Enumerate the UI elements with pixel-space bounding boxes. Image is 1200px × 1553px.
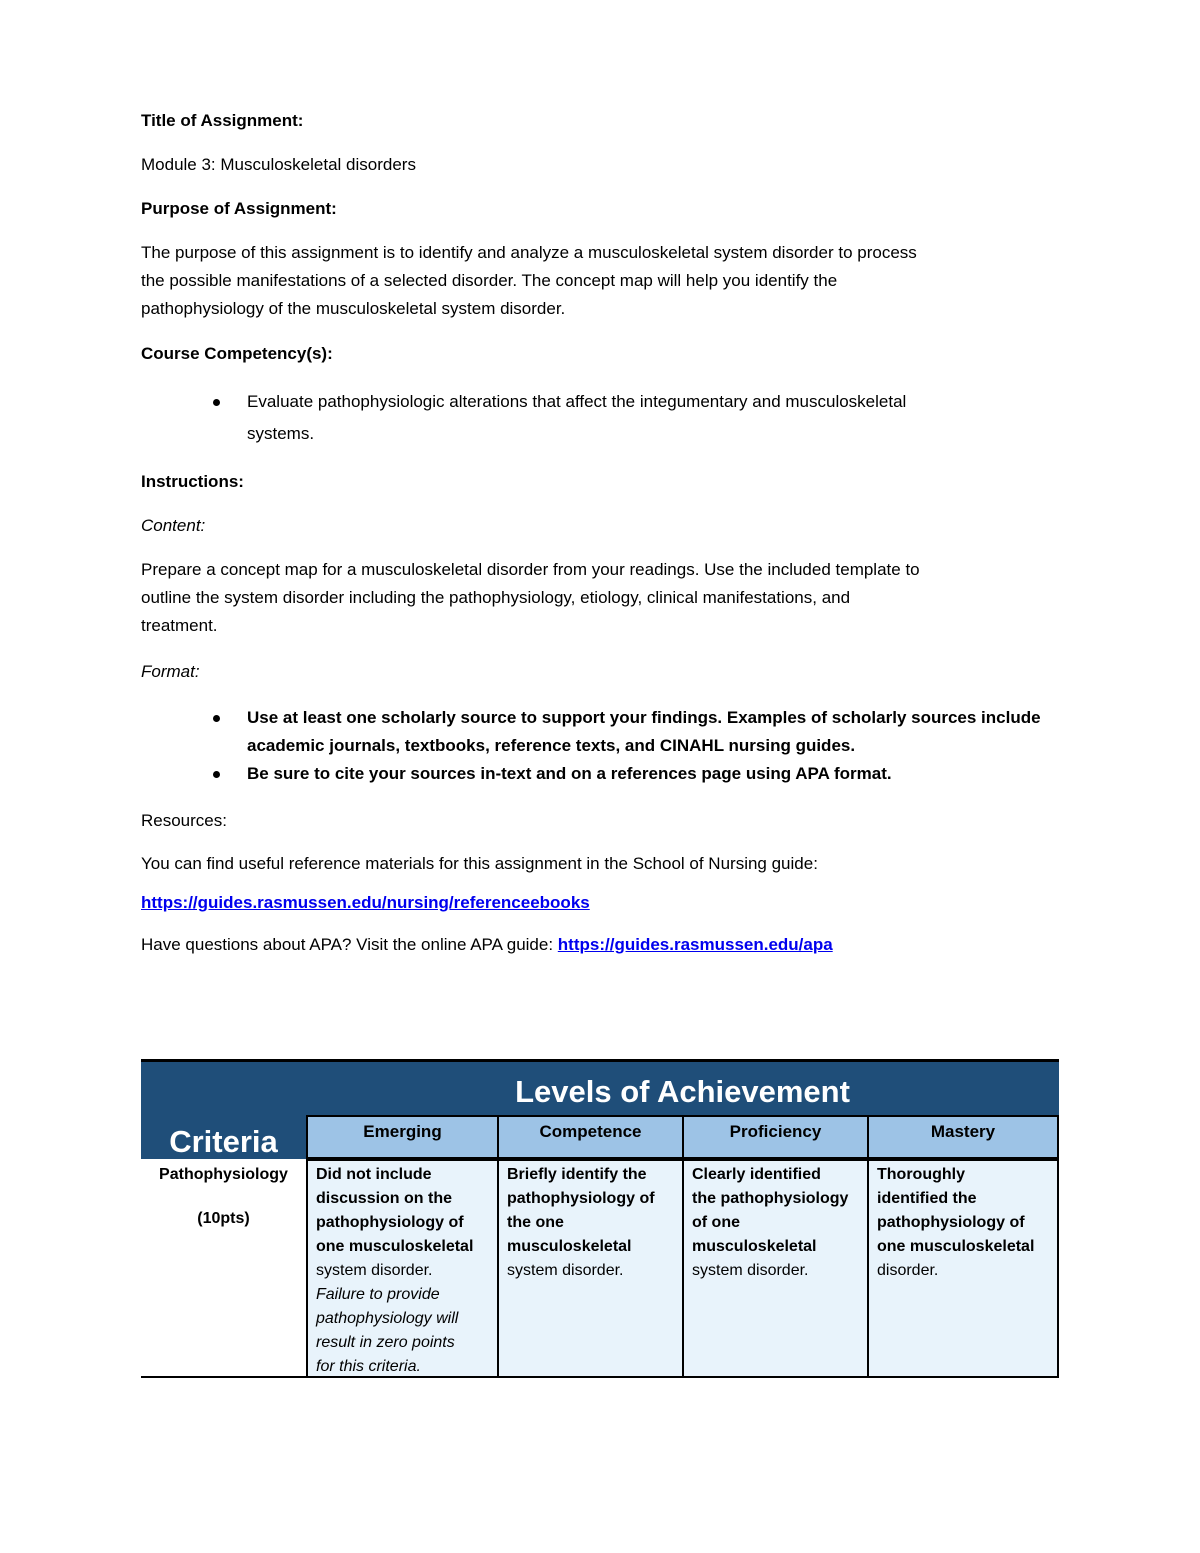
purpose-line: The purpose of this assignment is to identify and analyze a musculoskeletal system disorder to process: [141, 243, 917, 262]
purpose-line: pathophysiology of the musculoskeletal system disorder.: [141, 299, 566, 318]
purpose-label: Purpose of Assignment:: [141, 199, 337, 218]
content-line: treatment.: [141, 616, 218, 635]
reference-ebooks-link[interactable]: https://guides.rasmussen.edu/nursing/referenceebooks: [141, 893, 590, 912]
cell-line: system disorder.: [316, 1262, 433, 1279]
cell-line: the pathophysiology: [692, 1190, 849, 1207]
format-item: [141, 704, 1061, 760]
apa-line: [141, 931, 833, 959]
format-line: Use at least one scholarly source to support your findings. Examples of scholarly sources include: [247, 708, 1041, 727]
apa-text: Have questions about APA? Visit the online APA guide:: [141, 935, 558, 954]
format-line: academic journals, textbooks, reference texts, and CINAHL nursing guides.: [247, 736, 856, 755]
rubric-table: [141, 1059, 1059, 1378]
format-list: [141, 704, 1061, 788]
levels-title: Levels of Achievement: [515, 1074, 850, 1109]
resources-label: Resources:: [141, 811, 227, 830]
content-label: Content:: [141, 516, 206, 535]
cell-line: identified the: [877, 1190, 977, 1207]
cell-line: Briefly identify the: [507, 1166, 647, 1183]
competency-line: systems.: [247, 424, 315, 443]
criterion-cell: [141, 1159, 306, 1378]
competence-cell: [497, 1159, 684, 1378]
bullet-icon: [213, 715, 220, 722]
competency-line: Evaluate pathophysiologic alterations that affect the integumentary and musculoskeletal: [247, 392, 907, 411]
instructions-label: Instructions:: [141, 472, 244, 491]
criterion-points: (10pts): [197, 1210, 250, 1227]
cell-line: system disorder.: [507, 1262, 624, 1279]
cell-line: Thoroughly: [877, 1166, 965, 1183]
cell-line: of one: [692, 1214, 740, 1231]
competency-label: Course Competency(s):: [141, 344, 333, 363]
title-label: Title of Assignment:: [141, 111, 304, 130]
table-bottom-border: [141, 1376, 1059, 1378]
purpose-text: [141, 239, 1061, 323]
cell-line: musculoskeletal: [507, 1238, 632, 1255]
content-line: Prepare a concept map for a musculoskeletal disorder from your readings. Use the included template to: [141, 560, 920, 579]
cell-line: disorder.: [877, 1262, 939, 1279]
cell-note-line: Failure to provide: [316, 1286, 440, 1303]
resources-text: You can find useful reference materials for this assignment in the School of Nursing guide:: [141, 854, 818, 873]
competency-list: [141, 388, 1061, 448]
competency-item: [141, 388, 1061, 448]
cell-line: one musculoskeletal: [877, 1238, 1035, 1255]
mastery-cell: [867, 1159, 1059, 1378]
content-line: outline the system disorder including the pathophysiology, etiology, clinical manifestations, and: [141, 588, 851, 607]
cell-note-line: result in zero points: [316, 1334, 455, 1351]
cell-line: Clearly identified: [692, 1166, 821, 1183]
cell-line: Did not include: [316, 1166, 432, 1183]
bullet-icon: [213, 771, 220, 778]
format-line: Be sure to cite your sources in-text and on a references page using APA format.: [247, 764, 892, 783]
cell-line: pathophysiology of: [507, 1190, 655, 1207]
purpose-line: the possible manifestations of a selected disorder. The concept map will help you identify the: [141, 271, 838, 290]
cell-line: pathophysiology of: [877, 1214, 1025, 1231]
level-header-emerging: Emerging: [306, 1115, 499, 1159]
cell-line: pathophysiology of: [316, 1214, 464, 1231]
level-header-competence: Competence: [497, 1115, 684, 1159]
proficiency-cell: [682, 1159, 869, 1378]
resources-link-line: [141, 889, 590, 917]
bullet-icon: [213, 399, 220, 406]
cell-note-line: pathophysiology will: [316, 1310, 459, 1327]
format-item: [141, 760, 1061, 788]
cell-line: system disorder.: [692, 1262, 809, 1279]
cell-line: the one: [507, 1214, 564, 1231]
level-header-mastery: Mastery: [867, 1115, 1059, 1159]
criterion-name: Pathophysiology: [159, 1166, 288, 1183]
cell-line: one musculoskeletal: [316, 1238, 474, 1255]
cell-note-line: for this criteria.: [316, 1358, 421, 1375]
content-text: [141, 556, 1061, 640]
apa-guide-link[interactable]: https://guides.rasmussen.edu/apa: [557, 935, 833, 954]
format-label: Format:: [141, 662, 200, 681]
cell-line: discussion on the: [316, 1190, 453, 1207]
level-header-proficiency: Proficiency: [682, 1115, 869, 1159]
criteria-title: Criteria: [169, 1124, 278, 1159]
title-value: Module 3: Musculoskeletal disorders: [141, 155, 416, 174]
cell-line: musculoskeletal: [692, 1238, 817, 1255]
emerging-cell: [306, 1159, 499, 1378]
